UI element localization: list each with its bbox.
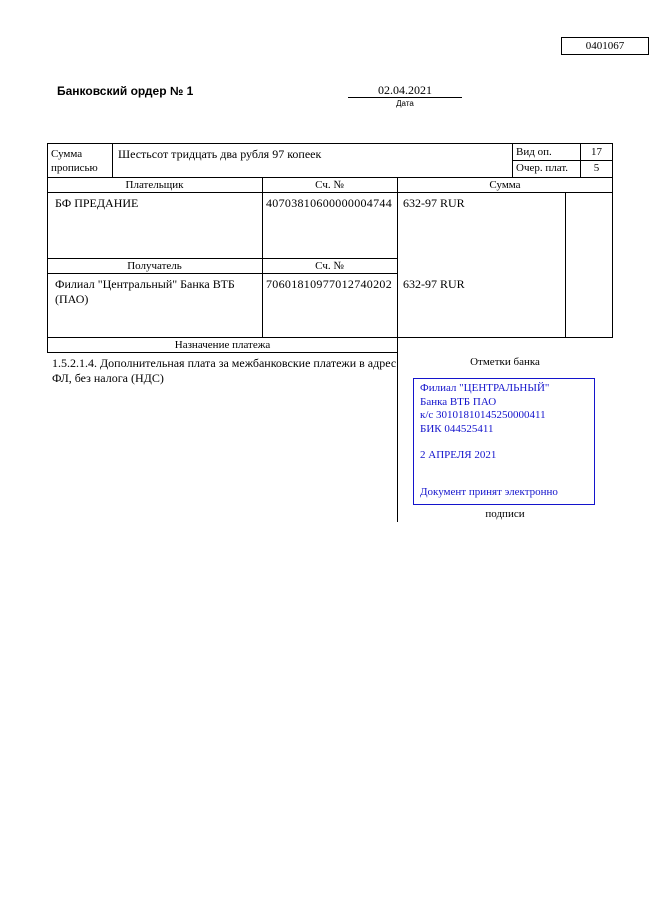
op-type-left-divider <box>512 143 513 177</box>
date-underline <box>348 97 462 98</box>
bank-marks-header: Отметки банка <box>470 356 540 368</box>
date-value: 02.04.2021 <box>378 83 432 97</box>
form-code: 0401067 <box>585 40 625 52</box>
payer-row-bottom-border <box>47 258 398 259</box>
payee-account-column-header: Сч. № <box>315 260 344 272</box>
op-type-label: Вид оп. <box>516 146 552 158</box>
table-right-border <box>612 143 613 337</box>
account-column-divider <box>262 177 263 337</box>
stamp-corr-account: к/с 30101810145250000411 <box>420 409 546 421</box>
payer-sum: 632-97 RUR <box>403 196 465 210</box>
payee-name: Филиал "Центральный" Банка ВТБ (ПАО) <box>55 277 235 306</box>
purpose-text: 1.5.2.1.4. Дополнительная плата за межбанковские платежи в адрес ФЛ, без налога (НДС) <box>52 356 397 385</box>
payee-account-number: 70601810977012740202 <box>266 277 392 291</box>
op-type-value: 17 <box>591 146 602 158</box>
payer-column-header: Плательщик <box>125 179 184 191</box>
table-left-border <box>47 143 48 352</box>
sum-inner-divider <box>565 192 566 337</box>
document-title: Банковский ордер № 1 <box>57 84 194 98</box>
purpose-header-bottom-border <box>47 352 398 353</box>
payer-account-column-header: Сч. № <box>315 179 344 191</box>
payee-row-bottom-border <box>47 337 613 338</box>
header-row-bottom-border <box>47 192 613 193</box>
stamp-bank-name: Филиал "ЦЕНТРАЛЬНЫЙ" Банка ВТБ ПАО <box>420 382 550 408</box>
form-code-box <box>561 37 649 55</box>
sum-column-header: Сумма <box>489 179 521 191</box>
amount-row-bottom-border <box>47 177 613 178</box>
payee-sum: 632-97 RUR <box>403 277 465 291</box>
signatures-label: подписи <box>485 508 525 520</box>
amount-label-divider <box>112 143 113 177</box>
payee-section-header: Получатель <box>127 260 182 272</box>
amount-in-words-label: Сумма прописью <box>51 148 98 174</box>
op-type-row-divider <box>512 160 613 161</box>
purpose-header: Назначение платежа <box>174 339 271 351</box>
date-label: Дата <box>396 99 414 108</box>
payer-name: БФ ПРЕДАНИЕ <box>55 196 139 210</box>
priority-value: 5 <box>593 162 600 174</box>
bank-stamp <box>413 378 595 505</box>
priority-label: Очер. плат. <box>516 162 569 174</box>
stamp-date: 2 АПРЕЛЯ 2021 <box>420 449 497 461</box>
payer-account-number: 40703810600000004744 <box>266 196 392 210</box>
stamp-bik: БИК 044525411 <box>420 422 494 435</box>
table-top-border <box>47 143 613 144</box>
amount-in-words-value: Шестьсот тридцать два рубля 97 копеек <box>118 147 322 161</box>
stamp-accepted-note: Документ принят электронно <box>420 485 558 498</box>
payee-header-bottom-border <box>47 273 398 274</box>
